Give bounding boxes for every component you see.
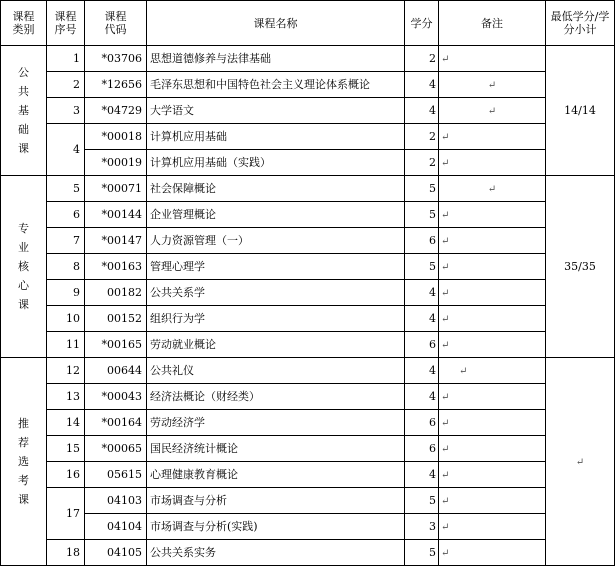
paragraph-mark: ↵	[441, 209, 450, 221]
header-category: 课程 类别	[1, 1, 47, 46]
note-cell	[439, 436, 546, 462]
paragraph-mark: ↵	[441, 547, 450, 559]
code-cell: *12656	[85, 72, 147, 98]
code-cell: 04105	[85, 540, 147, 566]
credit-cell: 6	[405, 410, 439, 436]
note-cell	[439, 384, 546, 410]
name-cell: 公共礼仪	[147, 358, 405, 384]
name-cell: 管理心理学	[147, 254, 405, 280]
credit-cell: 6	[405, 228, 439, 254]
credit-cell: 4	[405, 384, 439, 410]
name-cell: 公共关系实务	[147, 540, 405, 566]
name-cell: 国民经济统计概论	[147, 436, 405, 462]
paragraph-mark: ↵	[487, 183, 497, 195]
seq-cell: 9	[47, 280, 85, 306]
name-cell: 企业管理概论	[147, 202, 405, 228]
note-cell	[439, 228, 546, 254]
header-seq: 课程 序号	[47, 1, 85, 46]
credit-cell: 5	[405, 488, 439, 514]
seq-cell: 15	[47, 436, 85, 462]
code-cell: *00164	[85, 410, 147, 436]
code-cell: *04729	[85, 98, 147, 124]
table-row	[1, 540, 615, 566]
table-row	[1, 202, 615, 228]
table-row	[1, 280, 615, 306]
table-row	[1, 176, 615, 202]
seq-cell: 1	[47, 46, 85, 72]
credit-cell: 2	[405, 124, 439, 150]
code-cell: *00147	[85, 228, 147, 254]
code-cell: *00144	[85, 202, 147, 228]
seq-cell: 12	[47, 358, 85, 384]
table-row	[1, 358, 615, 384]
name-cell: 公共关系学	[147, 280, 405, 306]
paragraph-mark: ↵	[575, 456, 585, 468]
credit-cell: 4	[405, 462, 439, 488]
table-row	[1, 46, 615, 72]
seq-cell: 16	[47, 462, 85, 488]
seq-cell: 14	[47, 410, 85, 436]
credit-cell: 5	[405, 540, 439, 566]
header-credit: 学分	[405, 1, 439, 46]
table-row	[1, 306, 615, 332]
min-label: 14/14	[564, 104, 596, 117]
credit-cell: 4	[405, 72, 439, 98]
credit-cell: 2	[405, 150, 439, 176]
table-row	[1, 124, 615, 150]
credit-cell: 5	[405, 202, 439, 228]
name-cell: 计算机应用基础（实践）	[147, 150, 405, 176]
name-cell: 计算机应用基础	[147, 124, 405, 150]
credit-cell: 6	[405, 436, 439, 462]
code-cell: 00182	[85, 280, 147, 306]
table-row	[1, 98, 615, 124]
table-row	[1, 254, 615, 280]
credit-cell: 3	[405, 514, 439, 540]
paragraph-mark: ↵	[459, 365, 468, 377]
note-cell	[439, 280, 546, 306]
seq-cell: 8	[47, 254, 85, 280]
note-cell	[439, 488, 546, 514]
code-cell: 00152	[85, 306, 147, 332]
name-cell: 经济法概论（财经类）	[147, 384, 405, 410]
credit-cell: 5	[405, 254, 439, 280]
note-cell	[439, 462, 546, 488]
table-row	[1, 410, 615, 436]
header-note: 备注	[439, 1, 546, 46]
paragraph-mark: ↵	[487, 79, 497, 91]
credit-cell: 4	[405, 358, 439, 384]
name-cell: 劳动经济学	[147, 410, 405, 436]
paragraph-mark: ↵	[441, 261, 450, 273]
table-row	[1, 72, 615, 98]
note-cell	[439, 202, 546, 228]
credit-cell: 4	[405, 280, 439, 306]
name-cell: 心理健康教育概论	[147, 462, 405, 488]
name-cell: 市场调查与分析	[147, 488, 405, 514]
code-cell: *03706	[85, 46, 147, 72]
note-cell	[439, 410, 546, 436]
seq-cell: 5	[47, 176, 85, 202]
header-name: 课程名称	[147, 1, 405, 46]
note-cell	[439, 150, 546, 176]
note-cell	[439, 514, 546, 540]
code-cell: *00165	[85, 332, 147, 358]
note-cell	[439, 98, 546, 124]
name-cell: 劳动就业概论	[147, 332, 405, 358]
paragraph-mark: ↵	[441, 417, 450, 429]
note-cell	[439, 306, 546, 332]
code-cell: *00065	[85, 436, 147, 462]
name-cell: 大学语文	[147, 98, 405, 124]
note-cell	[439, 72, 546, 98]
name-cell: 毛泽东思想和中国特色社会主义理论体系概论	[147, 72, 405, 98]
table-row	[1, 488, 615, 514]
note-cell	[439, 46, 546, 72]
category-label: 公 共 基 础 课	[18, 66, 29, 155]
paragraph-mark: ↵	[441, 235, 450, 247]
table-row	[1, 228, 615, 254]
code-cell: *00043	[85, 384, 147, 410]
name-cell: 人力资源管理（一）	[147, 228, 405, 254]
min-label: 35/35	[564, 260, 596, 273]
code-cell: *00071	[85, 176, 147, 202]
paragraph-mark: ↵	[441, 521, 450, 533]
header-code: 课程 代码	[85, 1, 147, 46]
category-cell	[1, 176, 47, 358]
category-cell	[1, 46, 47, 176]
paragraph-mark: ↵	[441, 157, 450, 169]
table-row	[1, 332, 615, 358]
seq-cell: 3	[47, 98, 85, 124]
paragraph-mark: ↵	[441, 443, 450, 455]
code-cell: 05615	[85, 462, 147, 488]
paragraph-mark: ↵	[441, 287, 450, 299]
category-label: 专 业 核 心 课	[18, 222, 29, 311]
paragraph-mark: ↵	[441, 53, 450, 65]
seq-cell: 2	[47, 72, 85, 98]
paragraph-mark: ↵	[441, 391, 450, 403]
credit-cell: 2	[405, 46, 439, 72]
min-cell	[546, 176, 615, 358]
credit-cell: 4	[405, 98, 439, 124]
paragraph-mark: ↵	[441, 469, 450, 481]
category-label: 推 荐 选 考 课	[18, 417, 29, 506]
code-cell: 00644	[85, 358, 147, 384]
category-cell	[1, 358, 47, 566]
code-cell: *00019	[85, 150, 147, 176]
seq-cell: 11	[47, 332, 85, 358]
seq-cell: 4	[47, 124, 85, 176]
paragraph-mark: ↵	[441, 495, 450, 507]
name-cell: 思想道德修养与法律基础	[147, 46, 405, 72]
header-row	[1, 1, 615, 46]
paragraph-mark: ↵	[441, 131, 450, 143]
seq-cell: 13	[47, 384, 85, 410]
name-cell: 社会保障概论	[147, 176, 405, 202]
code-cell: 04104	[85, 514, 147, 540]
name-cell: 组织行为学	[147, 306, 405, 332]
code-cell: 04103	[85, 488, 147, 514]
min-cell	[546, 46, 615, 176]
seq-cell: 6	[47, 202, 85, 228]
seq-cell: 10	[47, 306, 85, 332]
table-row	[1, 462, 615, 488]
note-cell	[439, 540, 546, 566]
seq-cell: 17	[47, 488, 85, 540]
note-cell	[439, 332, 546, 358]
table-row	[1, 514, 615, 540]
paragraph-mark: ↵	[487, 105, 497, 117]
seq-cell: 18	[47, 540, 85, 566]
table-row	[1, 436, 615, 462]
paragraph-mark: ↵	[441, 313, 450, 325]
credit-cell: 5	[405, 176, 439, 202]
code-cell: *00018	[85, 124, 147, 150]
note-cell	[439, 254, 546, 280]
code-cell: *00163	[85, 254, 147, 280]
credit-cell: 4	[405, 306, 439, 332]
header-min: 最低学分/学分小计	[546, 1, 615, 46]
note-cell	[439, 358, 546, 384]
paragraph-mark: ↵	[441, 339, 450, 351]
seq-cell: 7	[47, 228, 85, 254]
name-cell: 市场调查与分析(实践)	[147, 514, 405, 540]
min-cell	[546, 358, 615, 566]
table-row	[1, 150, 615, 176]
note-cell	[439, 176, 546, 202]
table-row	[1, 384, 615, 410]
note-cell	[439, 124, 546, 150]
credit-cell: 6	[405, 332, 439, 358]
